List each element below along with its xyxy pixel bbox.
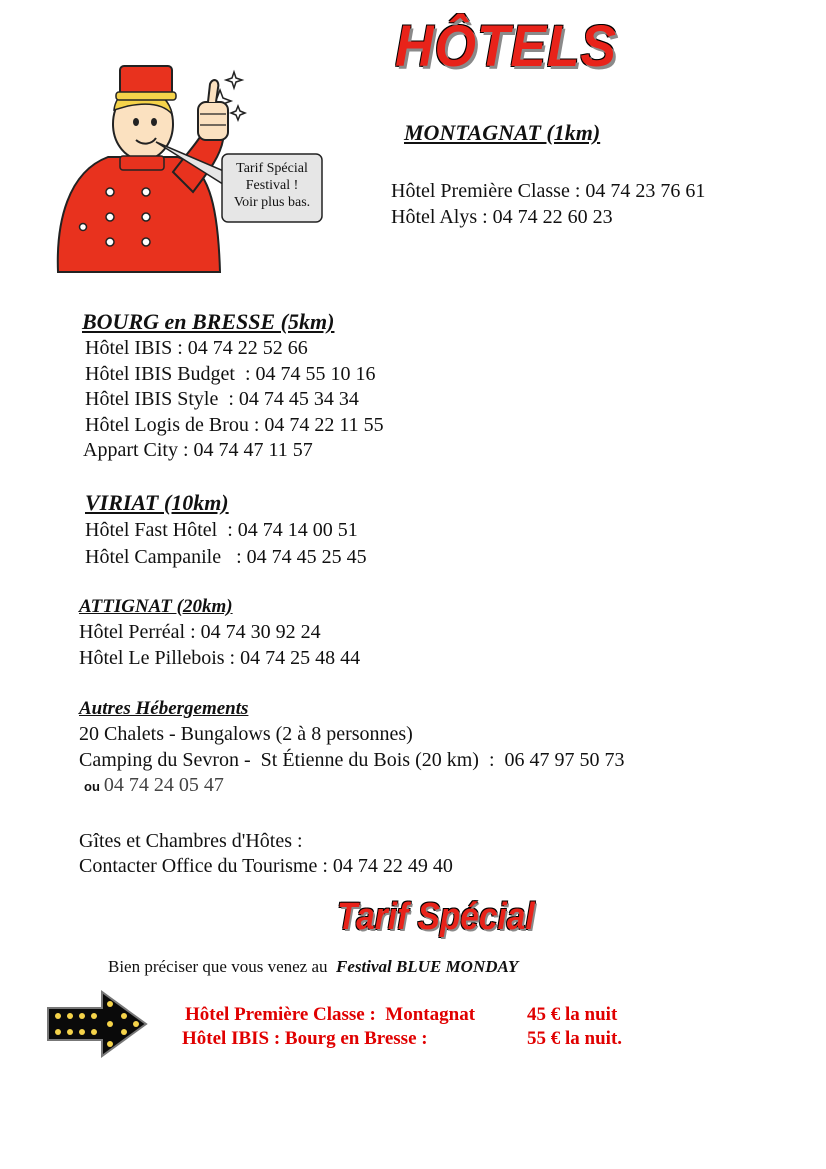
bubble-line: Festival !	[245, 178, 299, 193]
section-title-autres: Autres Hébergements	[79, 698, 249, 719]
hotel-line: Hôtel IBIS Budget : 04 74 55 10 16	[85, 363, 376, 385]
speech-bubble	[222, 160, 322, 211]
hotel-line: Hôtel IBIS : 04 74 22 52 66	[85, 337, 308, 359]
section-title-viriat: VIRIAT (10km)	[85, 490, 229, 515]
alt-phone: 04 74 24 05 47	[103, 774, 224, 796]
bubble-line: Tarif Spécial	[236, 161, 308, 176]
arrow-right-icon	[46, 990, 150, 1058]
alt-phone-line	[84, 774, 224, 797]
offer-price: 55 € la nuit.	[527, 1028, 623, 1049]
hotel-line: Hôtel Fast Hôtel : 04 74 14 00 51	[85, 519, 358, 541]
ou-label: ou	[84, 779, 100, 794]
page-title: HÔTELS	[395, 14, 617, 79]
accommodation-line: Camping du Sevron - St Étienne du Bois (20 km) : 06 47 97 50 73	[79, 749, 625, 771]
section-title-montagnat: MONTAGNAT (1km)	[404, 120, 601, 145]
hotel-line: Hôtel Le Pillebois : 04 74 25 48 44	[79, 647, 361, 669]
special-note	[108, 957, 518, 977]
special-rate-title: Tarif Spécial	[337, 896, 535, 938]
hotel-line: Appart City : 04 74 47 11 57	[83, 439, 313, 461]
offer-hotel: Hôtel IBIS : Bourg en Bresse :	[182, 1028, 428, 1049]
gites-line: Contacter Office du Tourisme : 04 74 22 49 40	[79, 855, 453, 877]
accommodation-line: 20 Chalets - Bungalows (2 à 8 personnes)	[79, 723, 413, 745]
offer-hotel: Hôtel Première Classe : Montagnat	[185, 1004, 476, 1025]
hotel-line: Hôtel Logis de Brou : 04 74 22 11 55	[85, 414, 384, 436]
hotel-line: Hôtel IBIS Style : 04 74 45 34 34	[85, 388, 359, 410]
section-title-attignat: ATTIGNAT (20km)	[79, 596, 233, 617]
hotel-line: Hôtel Perréal : 04 74 30 92 24	[79, 621, 321, 643]
gites-line: Gîtes et Chambres d'Hôtes :	[79, 830, 303, 852]
hotel-line: Hôtel Première Classe : 04 74 23 76 61	[391, 180, 706, 202]
note-prefix: Bien préciser que vous venez au	[108, 957, 328, 976]
note-festival: Festival BLUE MONDAY	[336, 957, 519, 976]
hotel-line: Hôtel Campanile : 04 74 45 25 45	[85, 546, 367, 568]
offer-price: 45 € la nuit	[527, 1004, 618, 1025]
hotel-line: Hôtel Alys : 04 74 22 60 23	[391, 206, 613, 228]
bubble-line: Voir plus bas.	[233, 195, 311, 210]
section-title-bourg: BOURG en BRESSE (5km)	[82, 309, 335, 334]
